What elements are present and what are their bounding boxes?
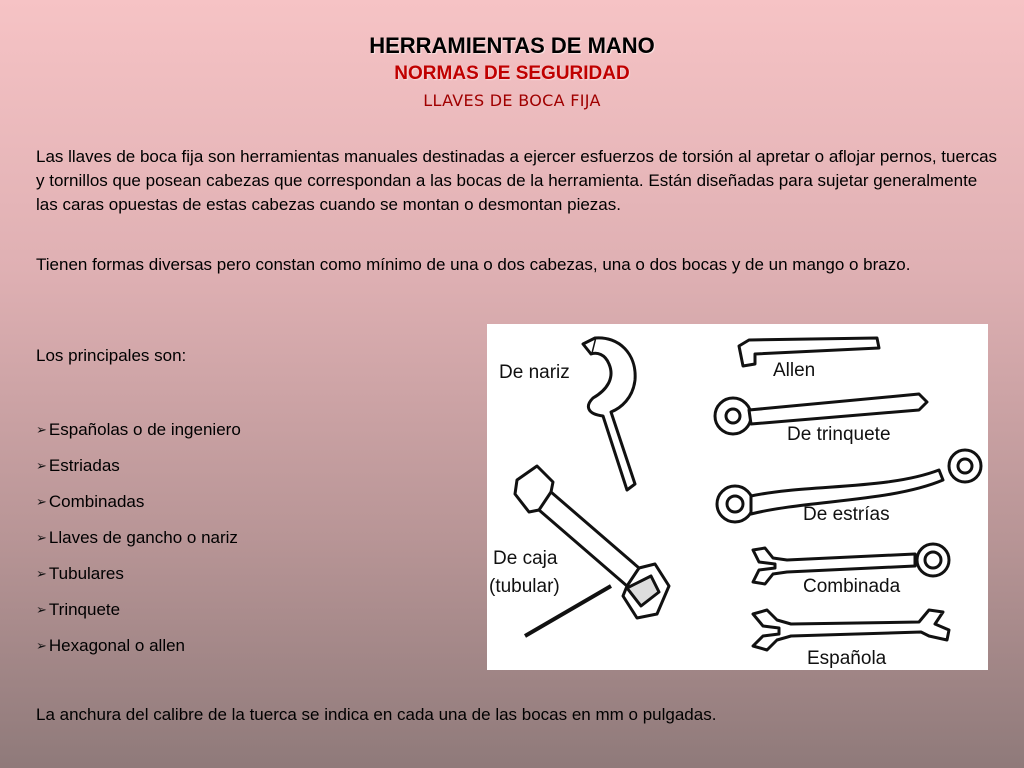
label-tubular: (tubular)	[489, 576, 560, 597]
label-espanola: Española	[807, 648, 887, 669]
slide-title: HERRAMIENTAS DE MANO	[369, 33, 655, 58]
label-de-trinquete: De trinquete	[787, 424, 891, 445]
list-intro: Los principales son:	[36, 346, 187, 365]
list-item-label: Trinquete	[48, 600, 121, 619]
arrow-bullet-icon: ➢	[36, 566, 47, 581]
hook-wrench-drawing	[583, 338, 635, 490]
list-item	[36, 562, 241, 598]
list-item-label: Tubulares	[48, 564, 124, 583]
list-item	[36, 490, 241, 526]
label-combinada: Combinada	[803, 576, 901, 597]
slide-subtitle: NORMAS DE SEGURIDAD	[394, 63, 630, 84]
list-item	[36, 634, 241, 670]
wrench-illustration	[487, 324, 988, 670]
arrow-bullet-icon: ➢	[36, 458, 47, 473]
arrow-bullet-icon: ➢	[36, 422, 47, 437]
list-item-label: Españolas o de ingeniero	[48, 420, 241, 439]
label-de-nariz: De nariz	[499, 362, 570, 383]
list-item	[36, 454, 241, 490]
arrow-bullet-icon: ➢	[36, 530, 47, 545]
closing-note: La anchura del calibre de la tuerca se indica en cada una de las bocas en mm o pulgadas.	[36, 705, 717, 724]
label-allen: Allen	[773, 360, 816, 381]
list-item	[36, 526, 241, 562]
list-item	[36, 598, 241, 634]
label-de-caja: De caja	[493, 548, 558, 569]
arrow-bullet-icon: ➢	[36, 494, 47, 509]
description-paragraph: Las llaves de boca fija son herramientas manuales destinadas a ejercer esfuerzos de torsión al apretar o aflojar pernos, tuercas y tornillos que posean cabezas que correspondan a las bocas de la herramienta. Están diseñadas para sujetar generalmente las caras opuestas de estas cabezas cuando se montan o desmontan piezas.	[36, 147, 998, 214]
list-item-label: Combinadas	[48, 492, 145, 511]
list-item-label: Estriadas	[48, 456, 120, 475]
section-heading: LLAVES DE BOCA FIJA	[423, 91, 601, 110]
list-item-label: Llaves de gancho o nariz	[48, 528, 238, 547]
open-end-wrench-drawing	[753, 610, 949, 650]
list-item-label: Hexagonal o allen	[48, 636, 186, 655]
arrow-bullet-icon: ➢	[36, 638, 47, 653]
list-item	[36, 418, 241, 454]
form-paragraph: Tienen formas diversas pero constan como mínimo de una o dos cabezas, una o dos bocas y de un mango o brazo.	[36, 255, 911, 274]
label-de-estrias: De estrías	[803, 504, 890, 525]
wrench-types-list	[36, 418, 241, 670]
arrow-bullet-icon: ➢	[36, 602, 47, 617]
